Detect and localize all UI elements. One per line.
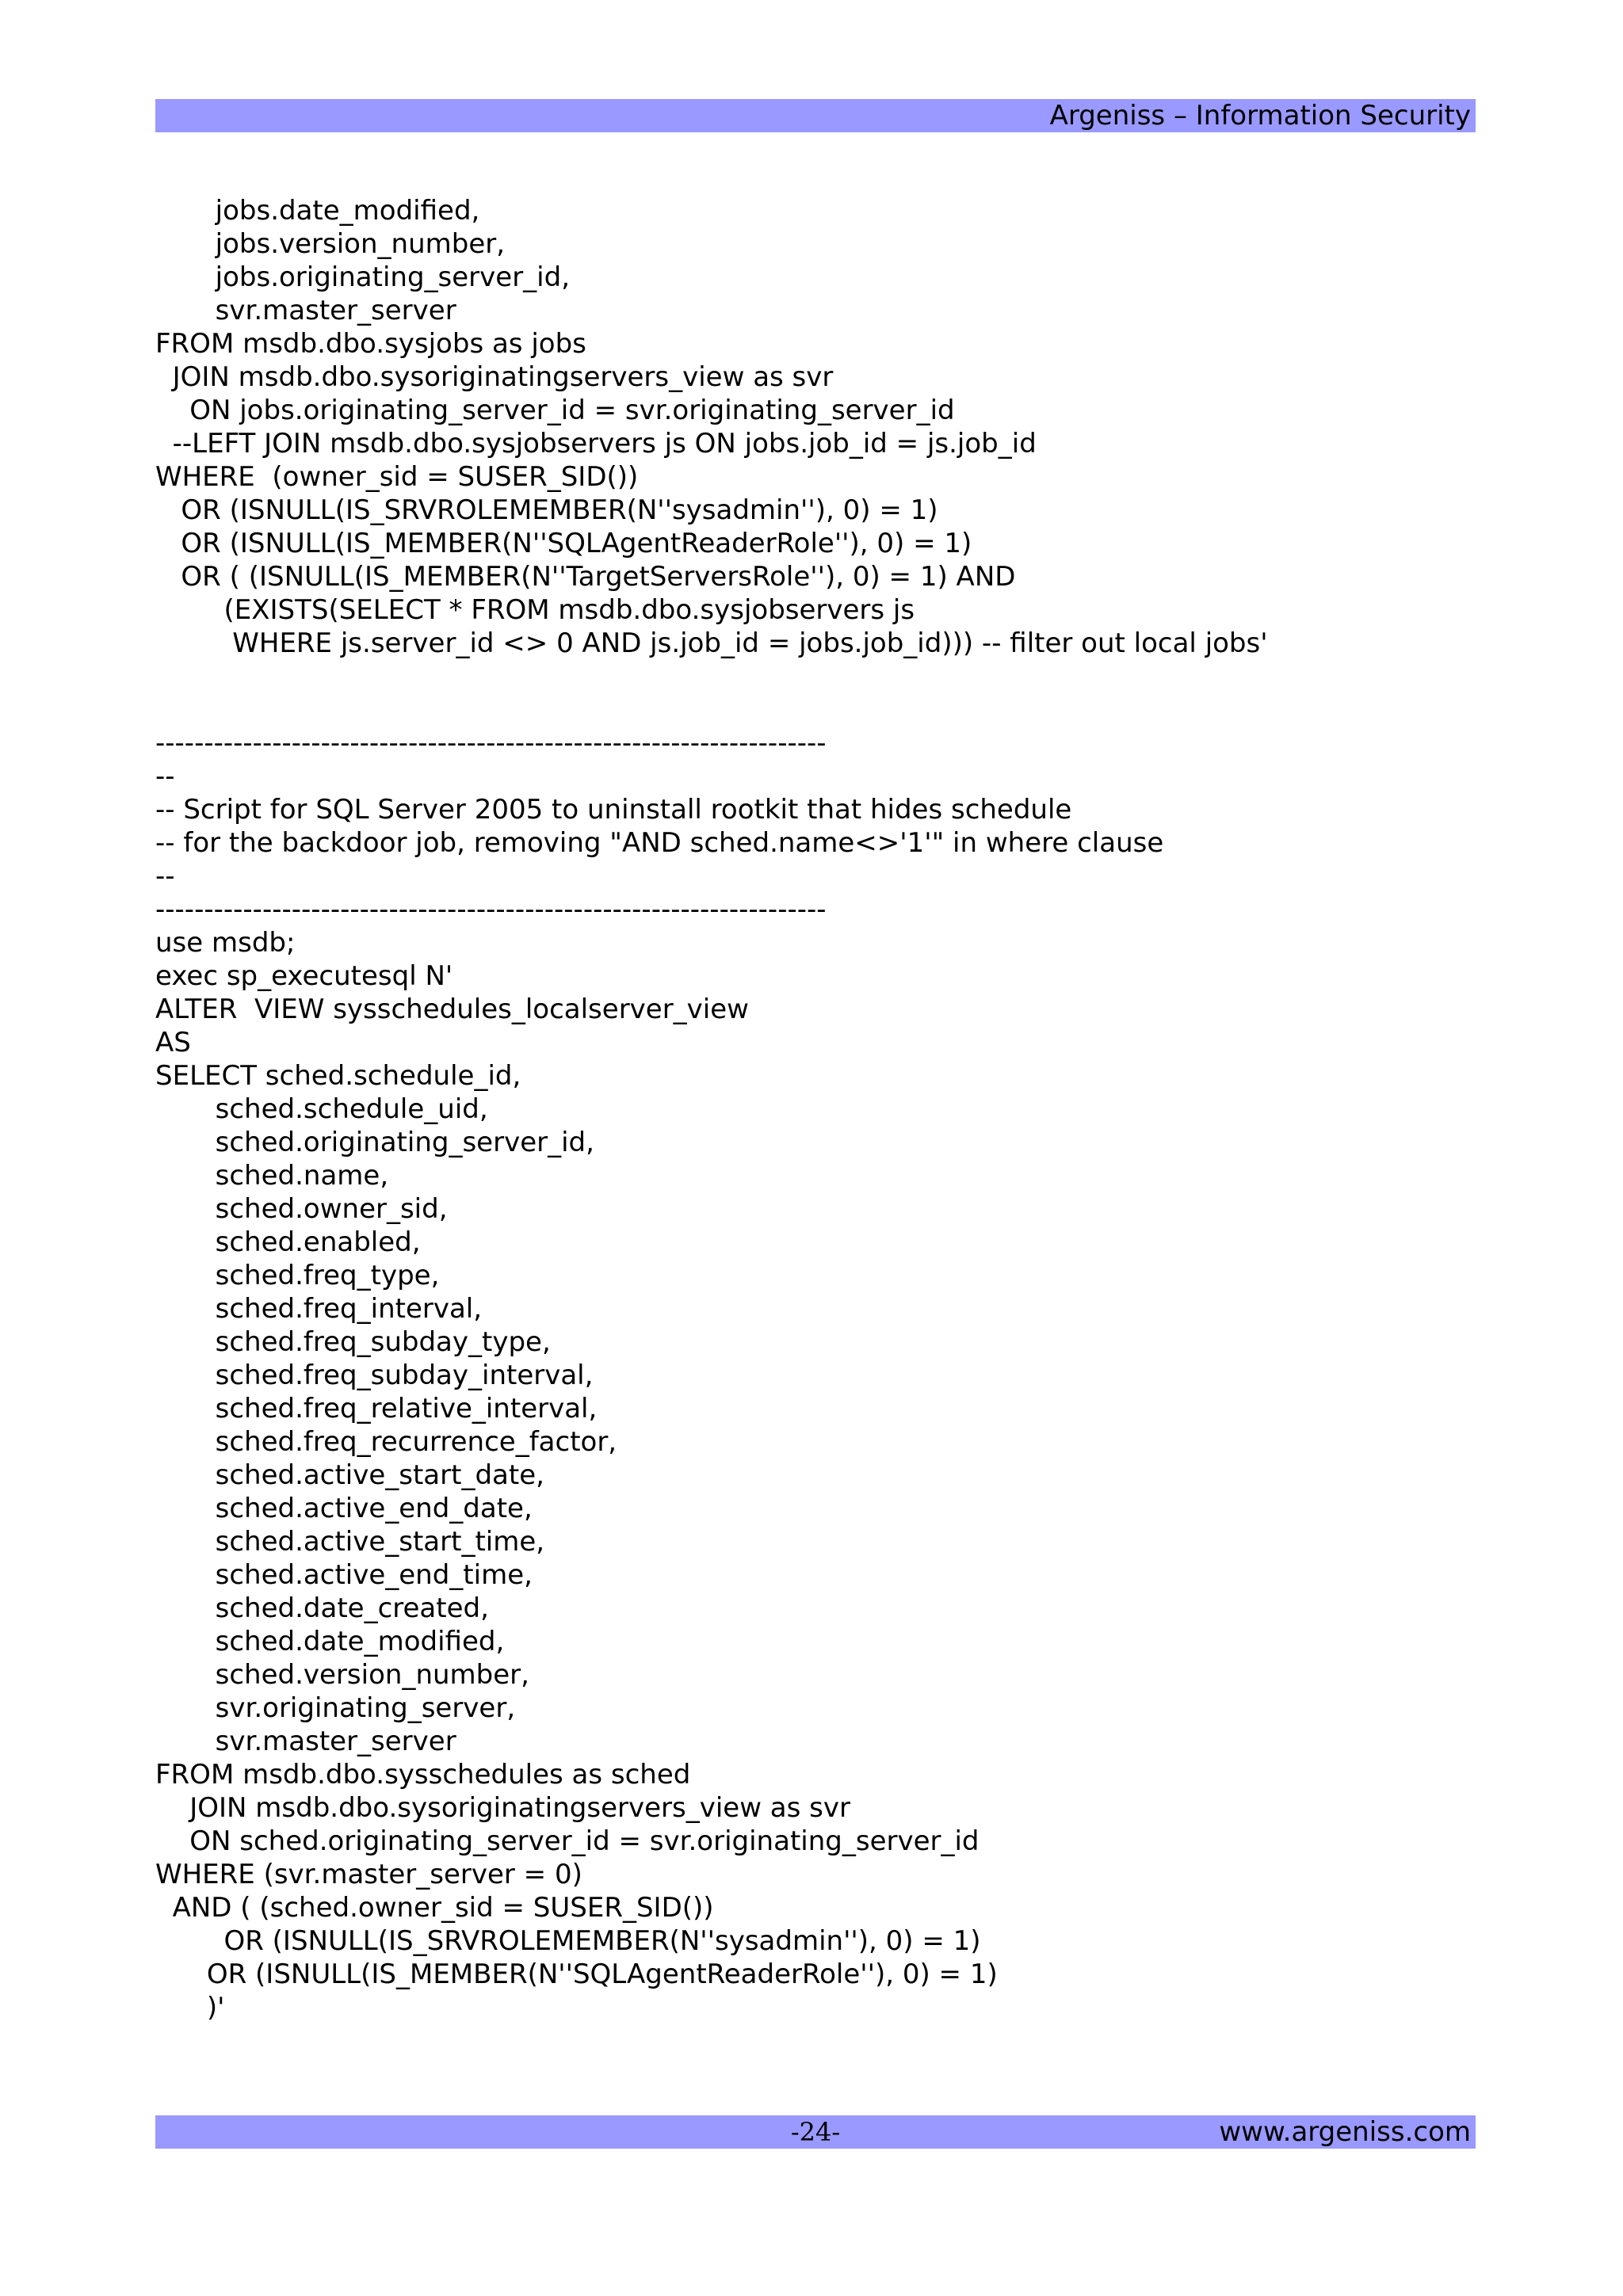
sql-code-listing: [155, 194, 1487, 2024]
code-line: sched.active_start_date,: [155, 1459, 544, 1491]
code-line: ON sched.originating_server_id = svr.originating_server_id: [155, 1825, 980, 1857]
code-line: sched.date_created,: [155, 1592, 489, 1624]
code-line: sched.freq_relative_interval,: [155, 1393, 598, 1425]
code-line: --LEFT JOIN msdb.dbo.sysjobservers js ON jobs.job_id = js.job_id: [155, 428, 1037, 460]
code-line: sched.date_modified,: [155, 1626, 505, 1657]
code-line: sched.enabled,: [155, 1226, 421, 1258]
code-line: OR (ISNULL(IS_MEMBER(N''SQLAgentReaderRole''), 0) = 1): [155, 1958, 998, 1990]
code-line: jobs.version_number,: [155, 228, 506, 260]
code-line: ALTER VIEW sysschedules_localserver_view: [155, 994, 749, 1025]
code-line: sched.freq_interval,: [155, 1293, 483, 1325]
code-line: WHERE (owner_sid = SUSER_SID()): [155, 461, 639, 493]
code-line: FROM msdb.dbo.sysjobs as jobs: [155, 328, 586, 360]
code-line: ---------------------------------------------------------------------: [155, 894, 827, 925]
page-number: -24-: [790, 2117, 841, 2147]
code-line: svr.originating_server,: [155, 1692, 516, 1724]
header-title: Argeniss – Information Security: [1049, 100, 1471, 132]
code-line: AS: [155, 1027, 191, 1058]
code-line: sched.version_number,: [155, 1659, 529, 1691]
code-line: WHERE (svr.master_server = 0): [155, 1859, 582, 1890]
code-line: sched.originating_server_id,: [155, 1127, 594, 1158]
code-line: sched.owner_sid,: [155, 1193, 448, 1225]
code-line: OR ( (ISNULL(IS_MEMBER(N''TargetServersRole''), 0) = 1) AND: [155, 561, 1016, 593]
code-line: SELECT sched.schedule_id,: [155, 1060, 521, 1092]
code-line: -- for the backdoor job, removing "AND sched.name<>'1'" in where clause: [155, 827, 1164, 859]
code-line: exec sp_executesql N': [155, 960, 453, 992]
code-line: --: [155, 860, 175, 892]
code-line: )': [155, 1992, 225, 2023]
code-line: sched.active_end_date,: [155, 1493, 533, 1524]
code-line: sched.active_start_time,: [155, 1526, 545, 1558]
code-line: OR (ISNULL(IS_SRVROLEMEMBER(N''sysadmin''), 0) = 1): [155, 1925, 981, 1957]
code-line: [155, 660, 1487, 693]
code-line: AND ( (sched.owner_sid = SUSER_SID()): [155, 1892, 714, 1924]
code-line: sched.freq_subday_interval,: [155, 1360, 594, 1391]
code-line: svr.master_server: [155, 295, 456, 326]
code-line: svr.master_server: [155, 1726, 456, 1757]
code-line: OR (ISNULL(IS_MEMBER(N''SQLAgentReaderRole''), 0) = 1): [155, 528, 972, 559]
code-line: JOIN msdb.dbo.sysoriginatingservers_view as svr: [155, 361, 834, 393]
code-line: (EXISTS(SELECT * FROM msdb.dbo.sysjobservers js: [155, 594, 915, 626]
code-line: -- Script for SQL Server 2005 to uninstall rootkit that hides schedule: [155, 794, 1072, 826]
code-line: sched.name,: [155, 1160, 389, 1192]
code-line: [155, 693, 1487, 727]
page-header: [155, 99, 1476, 132]
page-footer: [155, 2115, 1476, 2149]
code-line: WHERE js.server_id <> 0 AND js.job_id = jobs.job_id))) -- filter out local jobs': [155, 627, 1268, 659]
code-line: --: [155, 761, 175, 792]
code-line: sched.freq_type,: [155, 1260, 440, 1291]
code-line: sched.freq_subday_type,: [155, 1326, 551, 1358]
code-line: jobs.date_modified,: [155, 195, 480, 227]
code-line: sched.active_end_time,: [155, 1559, 533, 1591]
code-line: sched.freq_recurrence_factor,: [155, 1426, 617, 1458]
code-line: sched.schedule_uid,: [155, 1093, 488, 1125]
code-line: FROM msdb.dbo.sysschedules as sched: [155, 1759, 691, 1791]
footer-url: www.argeniss.com: [1219, 2116, 1471, 2148]
code-line: OR (ISNULL(IS_SRVROLEMEMBER(N''sysadmin''), 0) = 1): [155, 494, 938, 526]
code-line: use msdb;: [155, 927, 296, 959]
code-line: ON jobs.originating_server_id = svr.originating_server_id: [155, 395, 955, 426]
code-line: JOIN msdb.dbo.sysoriginatingservers_view as svr: [155, 1792, 850, 1824]
code-line: ---------------------------------------------------------------------: [155, 727, 827, 759]
code-line: jobs.originating_server_id,: [155, 261, 571, 293]
